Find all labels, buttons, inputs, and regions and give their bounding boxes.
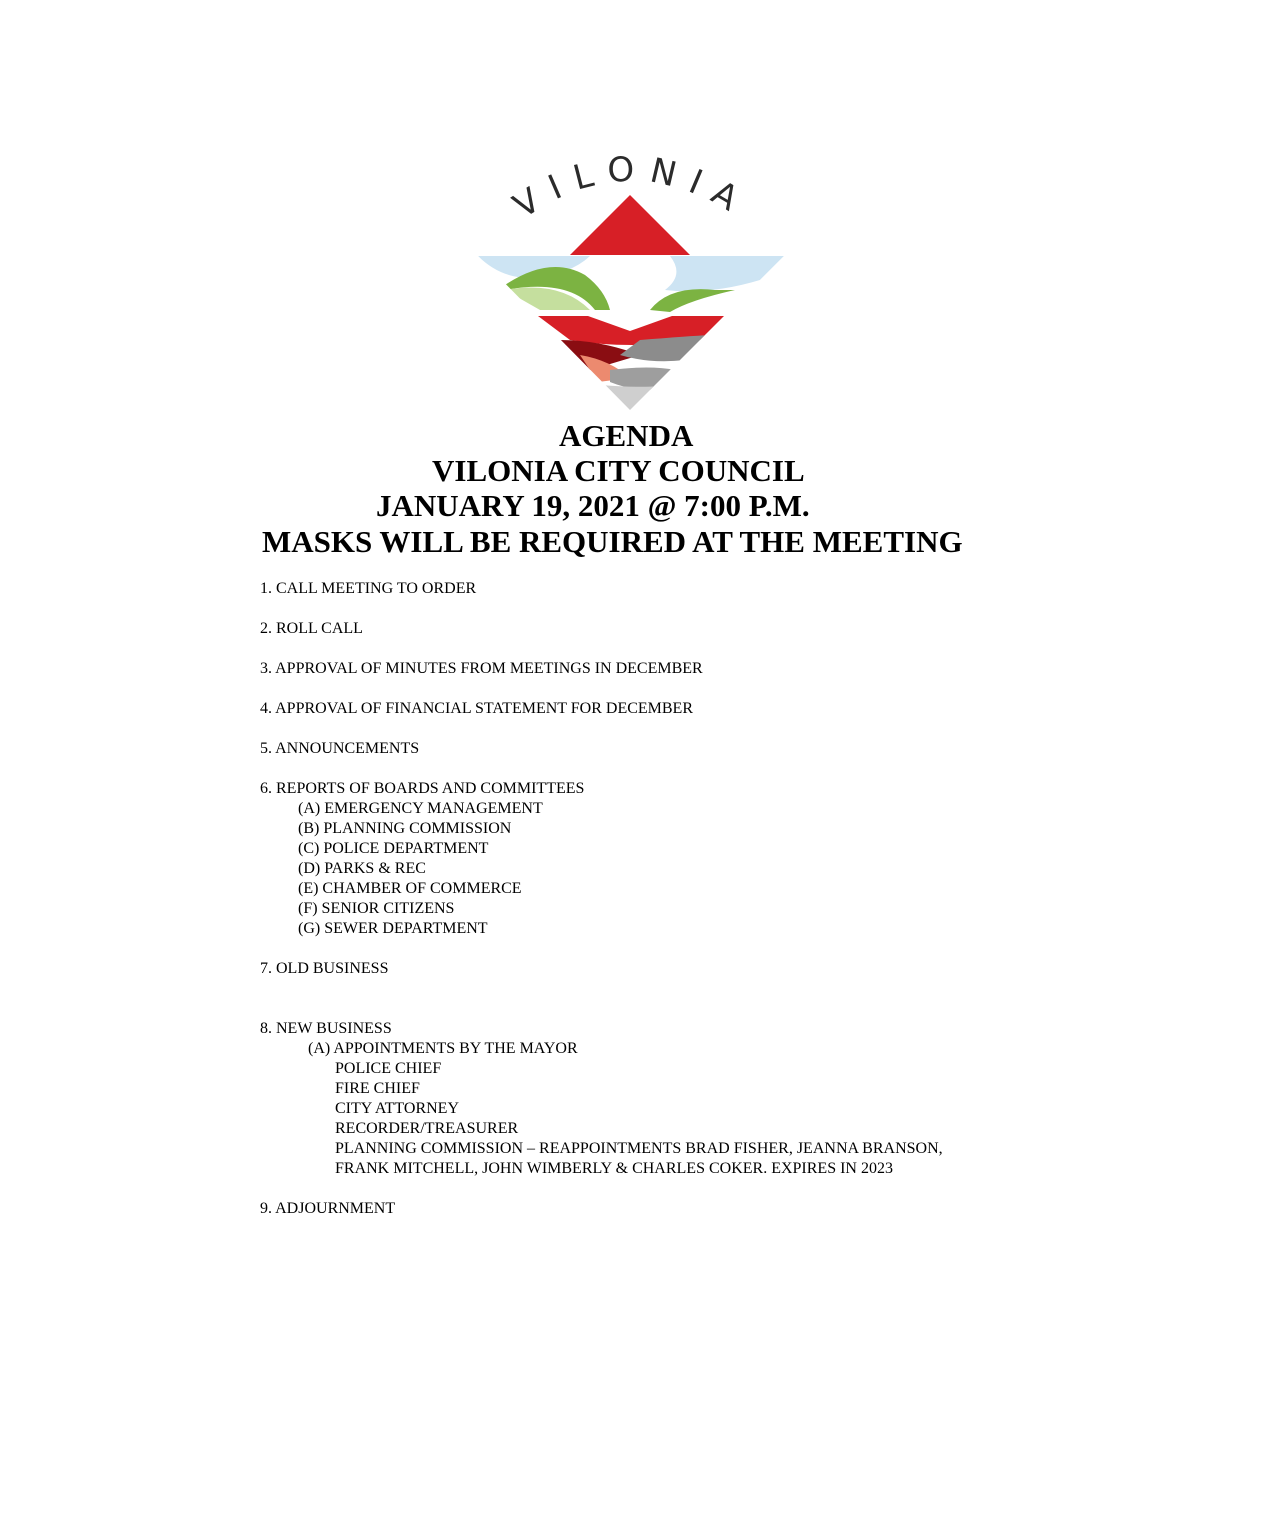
report-emergency: (A) EMERGENCY MANAGEMENT: [298, 800, 543, 817]
report-parks: (D) PARKS & REC: [298, 860, 426, 877]
appointment-city-attorney: CITY ATTORNEY: [335, 1100, 459, 1117]
meeting-date: JANUARY 19, 2021 @ 7:00 P.M.: [376, 488, 810, 523]
logo-top-triangle: [570, 195, 690, 255]
council-name: VILONIA CITY COUNCIL: [432, 453, 805, 488]
appointment-fire-chief: FIRE CHIEF: [335, 1080, 420, 1097]
reports-heading: 6. REPORTS OF BOARDS AND COMMITTEES: [260, 780, 585, 797]
appointments-heading: (A) APPOINTMENTS BY THE MAYOR: [308, 1040, 578, 1057]
agenda-title: AGENDA: [559, 418, 694, 453]
new-business-heading: 8. NEW BUSINESS: [260, 1020, 392, 1037]
agenda-item-minutes: 3. APPROVAL OF MINUTES FROM MEETINGS IN DECEMBER: [260, 660, 703, 677]
appointment-planning-line2: FRANK MITCHELL, JOHN WIMBERLY & CHARLES COKER. EXPIRES IN 2023: [335, 1160, 893, 1177]
report-senior: (F) SENIOR CITIZENS: [298, 900, 455, 917]
report-police: (C) POLICE DEPARTMENT: [298, 840, 489, 857]
logo-wordmark: VILONIA: [506, 150, 757, 227]
agenda-item-announcements: 5. ANNOUNCEMENTS: [260, 740, 420, 757]
agenda-item-call-to-order: 1. CALL MEETING TO ORDER: [260, 580, 477, 597]
agenda-list: [260, 579, 1090, 1239]
appointment-recorder: RECORDER/TREASURER: [335, 1120, 519, 1137]
logo-lower-triangle: [478, 256, 784, 412]
agenda-item-adjournment: 9. ADJOURNMENT: [260, 1200, 396, 1217]
agenda-item-roll-call: 2. ROLL CALL: [260, 620, 363, 637]
report-sewer: (G) SEWER DEPARTMENT: [298, 920, 488, 937]
report-chamber: (E) CHAMBER OF COMMERCE: [298, 880, 522, 897]
appointment-police-chief: POLICE CHIEF: [335, 1060, 442, 1077]
report-planning: (B) PLANNING COMMISSION: [298, 820, 512, 837]
agenda-item-new-business: [260, 1019, 1090, 1179]
agenda-item-reports: [260, 779, 1090, 939]
masks-notice: MASKS WILL BE REQUIRED AT THE MEETING: [262, 524, 963, 559]
appointment-planning-line1: PLANNING COMMISSION – REAPPOINTMENTS BRAD FISHER, JEANNA BRANSON,: [335, 1140, 943, 1157]
appointments-list: [260, 1059, 1090, 1179]
vilonia-logo: [470, 150, 800, 415]
agenda-item-old-business: 7. OLD BUSINESS: [260, 960, 389, 977]
agenda-item-financial: 4. APPROVAL OF FINANCIAL STATEMENT FOR DECEMBER: [260, 700, 693, 717]
